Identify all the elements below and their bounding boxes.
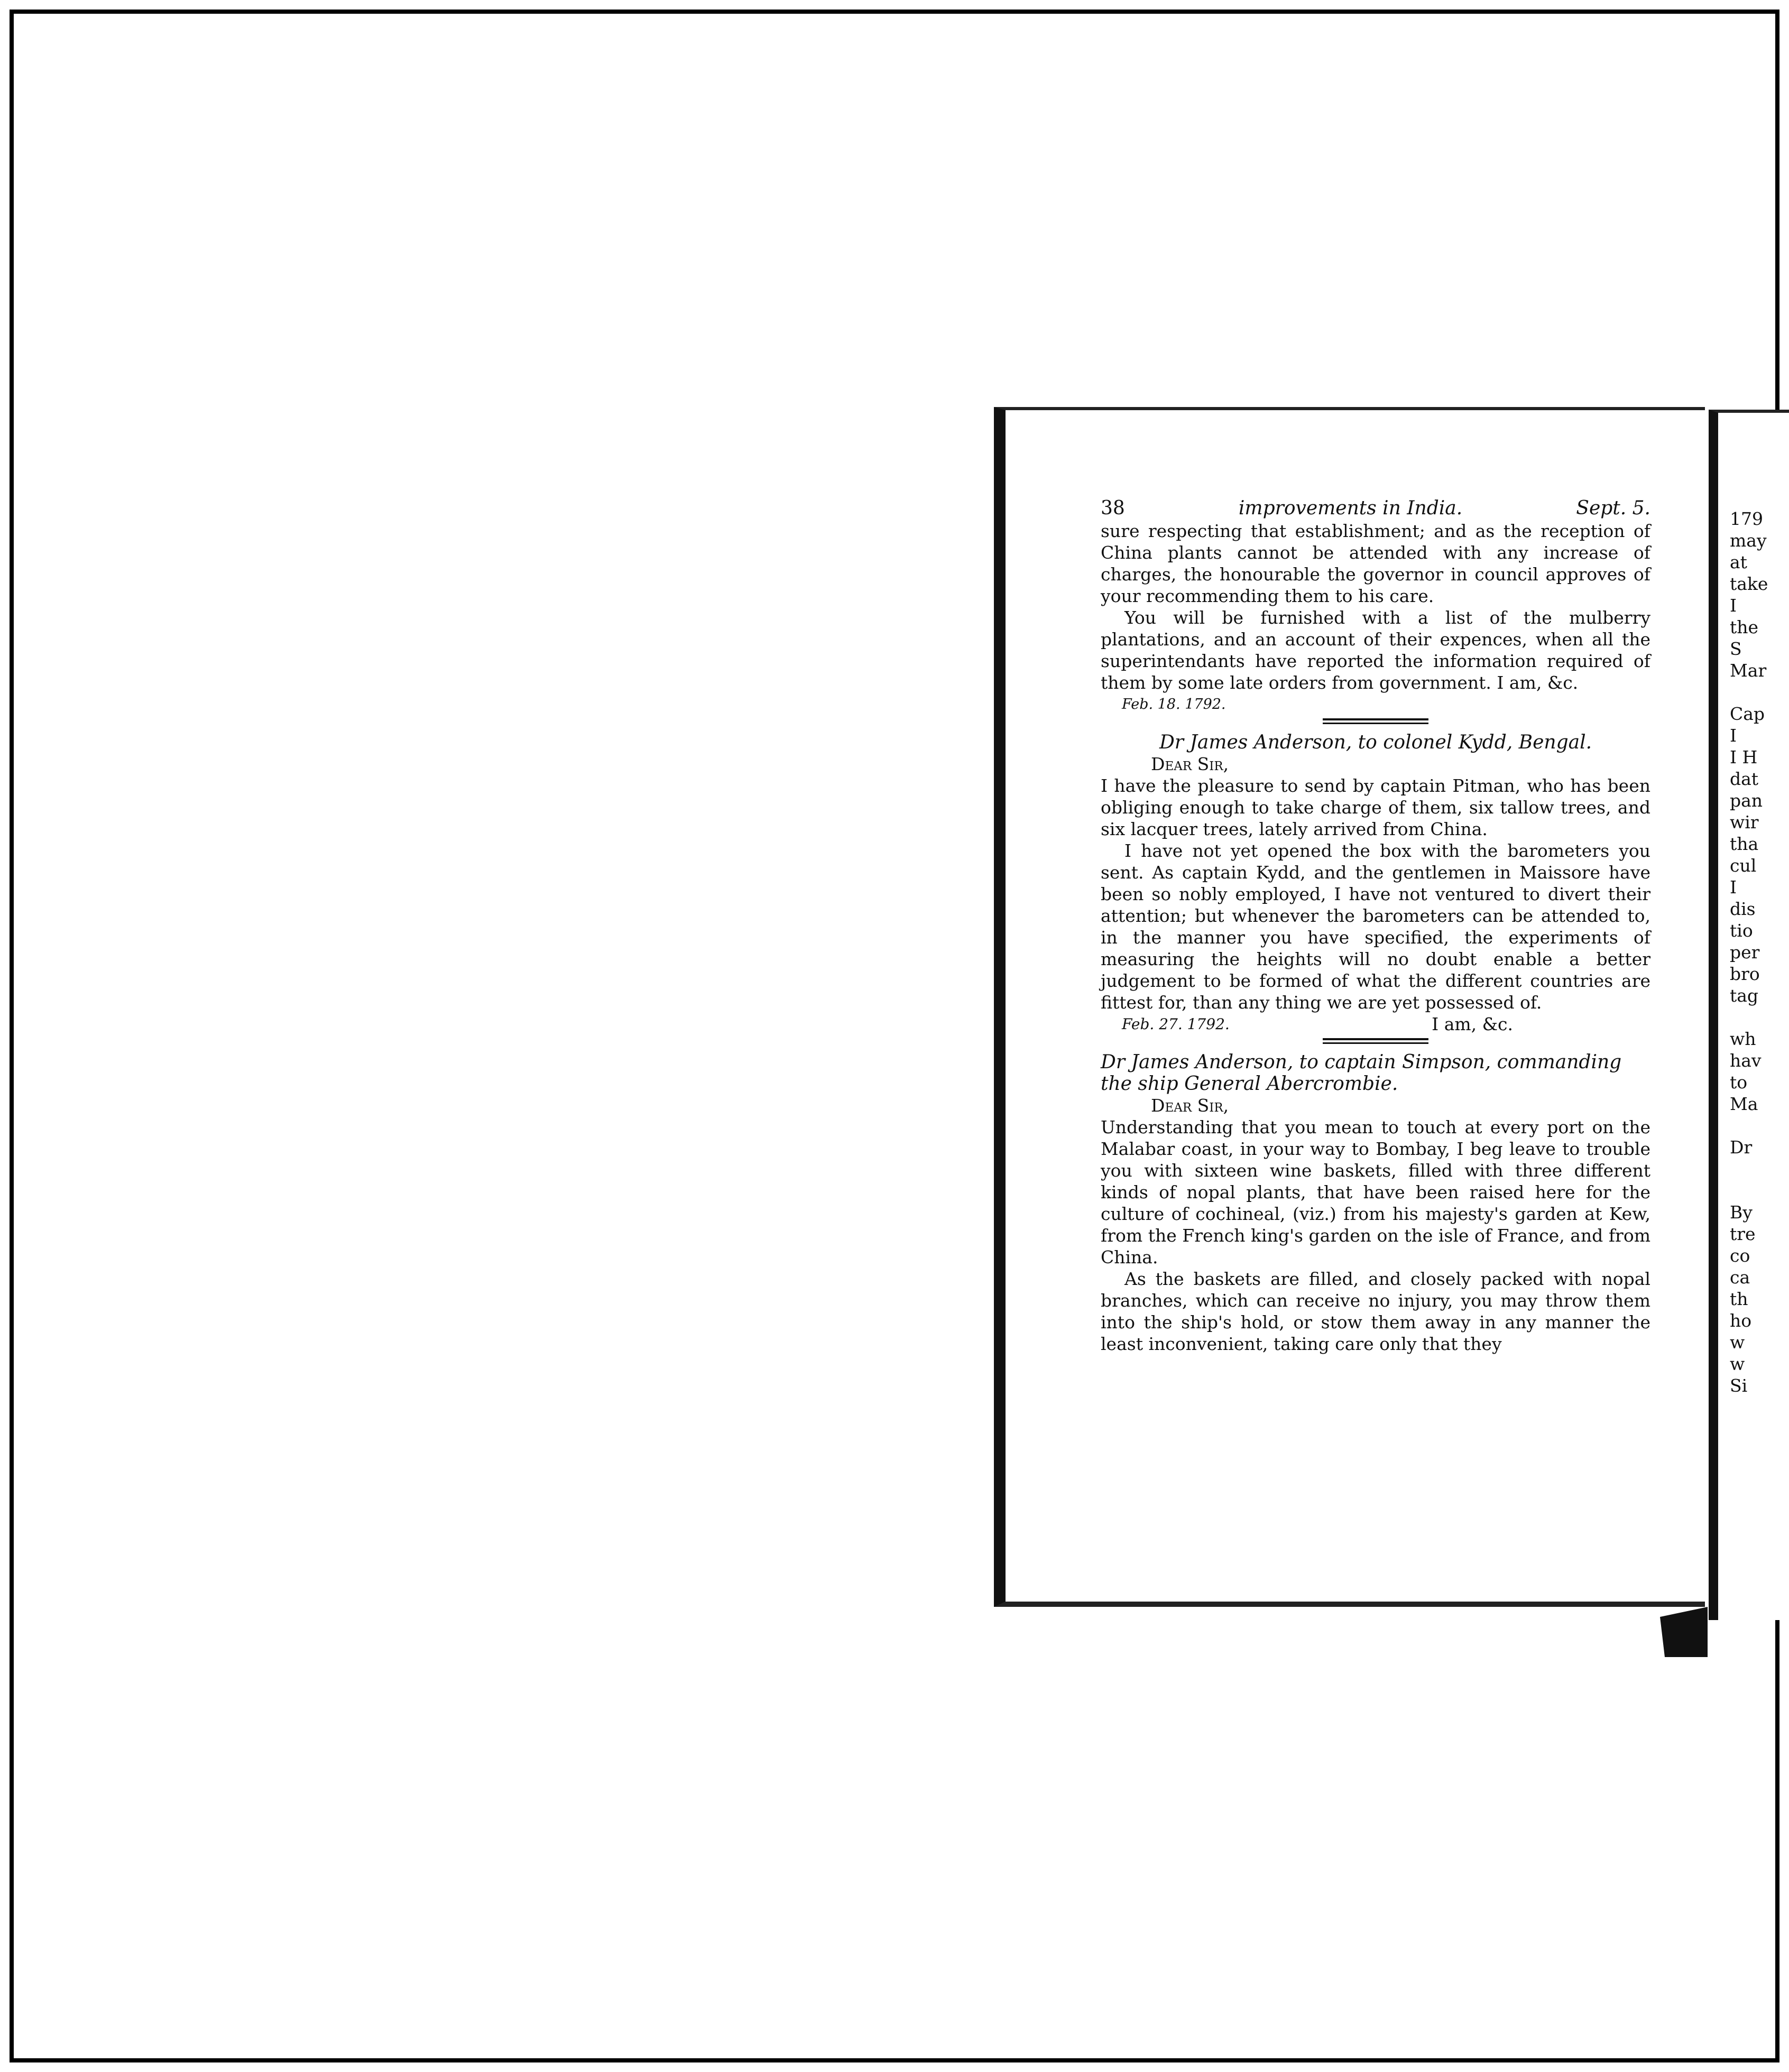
facing-fragment: S <box>1730 639 1742 659</box>
facing-fragment: dis <box>1730 899 1756 919</box>
facing-fragment: w <box>1730 1332 1745 1353</box>
facing-fragment <box>1730 681 1768 703</box>
facing-fragment: the <box>1730 617 1759 637</box>
facing-fragment: may <box>1730 530 1767 551</box>
facing-fragment: I <box>1730 877 1737 898</box>
facing-fragment: ho <box>1730 1310 1752 1331</box>
facing-fragment: I <box>1730 725 1737 746</box>
facing-fragment: ca <box>1730 1267 1750 1288</box>
letter2-signoff <box>1101 1013 1650 1035</box>
letter3-salutation: Dear Sir, <box>1151 1095 1229 1116</box>
running-date: Sept. 5. <box>1576 497 1650 519</box>
facing-fragment: take <box>1730 574 1768 594</box>
letter3-paragraph-1: Understanding that you mean to touch at every port on the Malabar coast, in your way to Bombay, I beg leave to trouble you with sixteen wine baskets, filled with three different kinds of nopal plants, that have been raised here for the culture of cochineal, (viz.) from his majesty's garden at Kew, from the French king's garden on the isle of France, and from China. <box>1101 1117 1650 1268</box>
facing-fragment: per <box>1730 942 1760 963</box>
facing-fragment: cul <box>1730 855 1757 876</box>
section-rule-2 <box>1323 1038 1428 1044</box>
facing-fragment: w <box>1730 1354 1745 1374</box>
facing-page-fragments <box>1730 508 1768 1396</box>
facing-fragment: wir <box>1730 812 1759 832</box>
letter2-paragraph-2: I have not yet opened the box with the barometers you sent. As captain Kydd, and the gentlemen in Maissore have been so nobly employed, I have not ventured to divert their attention; but whenever the barometers can be attended to, in the manner you have specified, the experiments of measuring the heights will no doubt enable a better judgement to be formed of what the different countries are fittest for, than any thing we are yet possessed of. <box>1101 840 1650 1013</box>
letter1-date: Feb. 18. 1792. <box>1122 696 1226 713</box>
facing-fragment <box>1730 1006 1768 1028</box>
facing-fragment: co <box>1730 1245 1750 1266</box>
facing-fragment: wh <box>1730 1029 1756 1049</box>
facing-fragment <box>1730 1158 1768 1180</box>
facing-fragment: dat <box>1730 769 1759 789</box>
facing-fragment: tio <box>1730 920 1753 941</box>
facing-fragment: tha <box>1730 834 1759 854</box>
page-number: 38 <box>1101 497 1125 519</box>
letter2-paragraph-1: I have the pleasure to send by captain Pitman, who has been obliging enough to take charge of them, six tallow trees, and six lacquer trees, lately arrived from China. <box>1101 775 1650 839</box>
facing-fragment: tag <box>1730 985 1759 1006</box>
letter1-paragraph-1: sure respecting that establishment; and as the reception of China plants cannot be attended with any increase of charges, the honourable the governor in council approves of your recommending them to his care. <box>1101 521 1650 606</box>
letter2-salutation: Dear Sir, <box>1151 754 1229 774</box>
facing-fragment: Si <box>1730 1375 1748 1396</box>
facing-fragment: th <box>1730 1289 1748 1309</box>
running-head <box>1101 497 1650 519</box>
facing-page <box>1709 410 1789 1620</box>
facing-fragment: to <box>1730 1072 1748 1093</box>
facing-fragment: Ma <box>1730 1094 1758 1114</box>
letter2-heading: Dr James Anderson, to colonel Kydd, Bengal. <box>1159 732 1592 753</box>
letter1-paragraph-2: You will be furnished with a list of the mulberry plantations, and an account of their expences, when all the superintendants have reported the information required of them by some late orders from government. I am, &c. <box>1101 607 1650 693</box>
facing-fragment: By <box>1730 1202 1753 1223</box>
facing-fragment: Mar <box>1730 660 1767 681</box>
facing-fragment: hav <box>1730 1050 1762 1071</box>
facing-fragment: 179 <box>1730 508 1763 529</box>
section-rule-1 <box>1323 718 1428 724</box>
letter3-paragraph-2: As the baskets are filled, and closely packed with nopal branches, which can receive no injury, you may throw them into the ship's hold, or stow them away in any manner the least inconvenient, taking care only that they <box>1101 1269 1650 1354</box>
letter2-date: Feb. 27. 1792. <box>1122 1015 1230 1033</box>
facing-fragment: Cap <box>1730 704 1765 724</box>
facing-fragment: I H <box>1730 747 1758 767</box>
facing-fragment <box>1730 1115 1768 1136</box>
letter3-heading: Dr James Anderson, to captain Simpson, commanding the ship General Abercrombie. <box>1101 1051 1622 1095</box>
facing-fragment: tre <box>1730 1224 1756 1244</box>
page-text <box>1101 497 1650 1355</box>
letter2-closing: I am, &c. <box>1432 1014 1513 1034</box>
running-title: improvements in India. <box>1238 497 1463 519</box>
facing-fragment: I <box>1730 595 1737 616</box>
facing-fragment <box>1730 1180 1768 1201</box>
facing-fragment: Dr <box>1730 1137 1753 1158</box>
facing-fragment: bro <box>1730 964 1760 984</box>
left-page <box>994 407 1705 1607</box>
facing-fragment: at <box>1730 552 1747 572</box>
facing-fragment: pan <box>1730 790 1763 811</box>
